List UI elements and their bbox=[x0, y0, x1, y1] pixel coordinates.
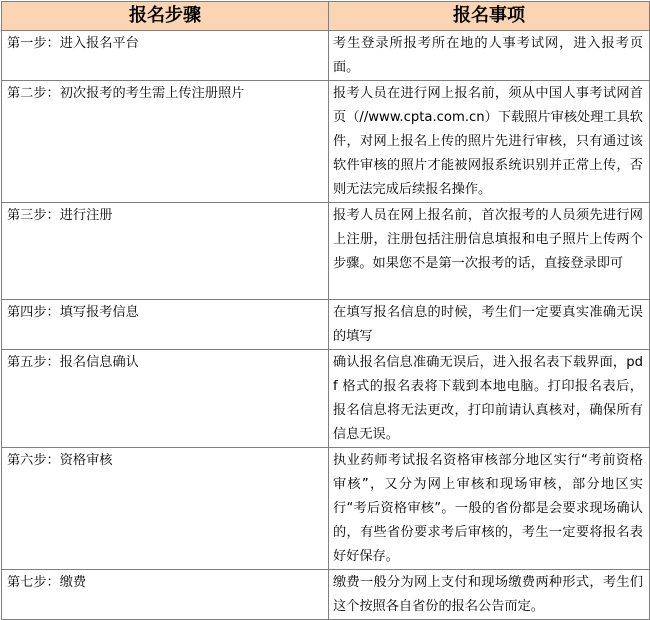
step-cell: 第六步：资格审核 bbox=[2, 448, 329, 570]
header-steps: 报名步骤 bbox=[2, 2, 329, 31]
desc-cell: 考生登录所报考所在地的人事考试网，进入报考页面。 bbox=[329, 31, 650, 81]
table-row bbox=[2, 570, 650, 620]
desc-cell: 确认报名信息准确无误后，进入报名表下载界面，pdf 格式的报名表将下载到本地电脑。打印报名表后，报名信息将无法更改，打印前请认真核对，确保所有信息无误。 bbox=[329, 350, 650, 448]
step-cell: 第四步：填写报考信息 bbox=[2, 300, 329, 350]
desc-cell: 缴费一般分为网上支付和现场缴费两种形式，考生们这个按照各自省份的报名公告而定。 bbox=[329, 570, 650, 620]
header-items: 报名事项 bbox=[329, 2, 650, 31]
table-header-row bbox=[2, 2, 650, 31]
table-row bbox=[2, 31, 650, 81]
step-cell: 第三步：进行注册 bbox=[2, 203, 329, 300]
table-row bbox=[2, 203, 650, 300]
step-cell: 第二步：初次报考的考生需上传注册照片 bbox=[2, 81, 329, 203]
table-row bbox=[2, 81, 650, 203]
desc-cell: 报考人员在网上报名前，首次报考的人员须先进行网上注册，注册包括注册信息填报和电子照片上传两个步骤。如果您不是第一次报考的话，直接登录即可 bbox=[329, 203, 650, 300]
step-cell: 第五步：报名信息确认 bbox=[2, 350, 329, 448]
desc-cell: 报考人员在进行网上报名前，须从中国人事考试网首页（//www.cpta.com.cn）下载照片审核处理工具软件，对网上报名上传的照片先进行审核，只有通过该软件审核的照片才能被网报系统识别并正常上传，否则无法完成后续报名操作。 bbox=[329, 81, 650, 203]
table-row bbox=[2, 350, 650, 448]
desc-cell: 执业药师考试报名资格审核部分地区实行“考前资格审核”，又分为网上审核和现场审核，部分地区实行“考后资格审核”。一般的省份都是会要求现场确认的，有些省份要求考后审核的，考生一定要将报名表好好保存。 bbox=[329, 448, 650, 570]
table-row bbox=[2, 300, 650, 350]
step-cell: 第一步：进入报名平台 bbox=[2, 31, 329, 81]
registration-steps-table bbox=[1, 1, 650, 620]
step-cell: 第七步：缴费 bbox=[2, 570, 329, 620]
table-row bbox=[2, 448, 650, 570]
desc-cell: 在填写报名信息的时候，考生们一定要真实准确无误的填写 bbox=[329, 300, 650, 350]
